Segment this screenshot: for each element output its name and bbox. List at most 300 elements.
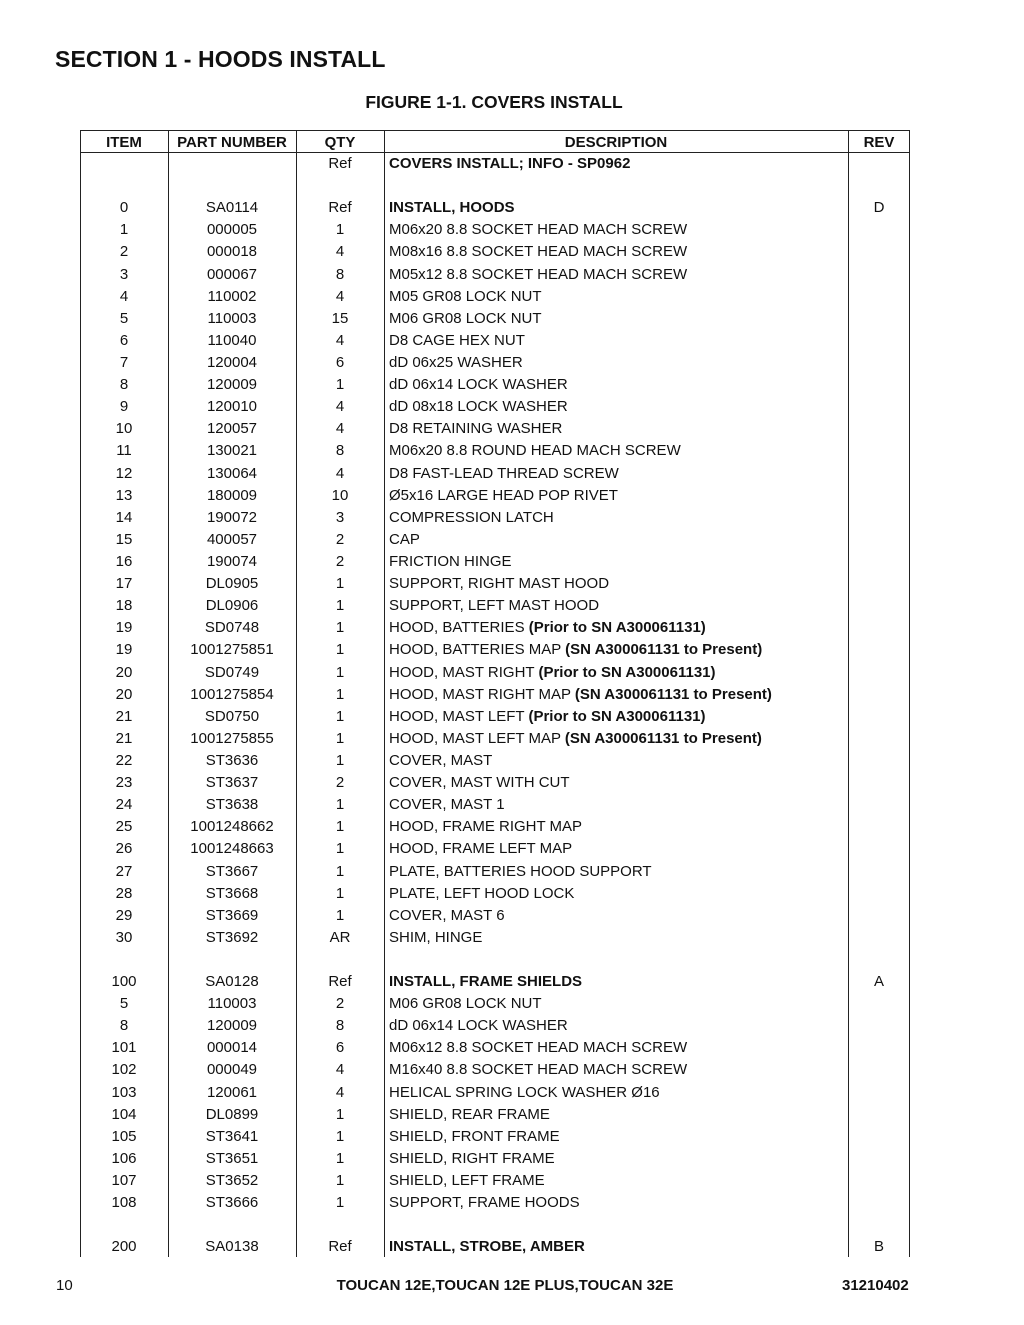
qty-cell: 1 xyxy=(335,597,345,615)
item-cell: 103 xyxy=(111,1083,137,1101)
table-row xyxy=(80,1148,910,1170)
description-cell xyxy=(389,706,844,728)
serial-note: (SN A300061131 to Present) xyxy=(574,685,772,703)
description-cell xyxy=(389,219,844,241)
header-description: DESCRIPTION xyxy=(564,134,668,151)
qty-cell: 4 xyxy=(335,1083,345,1101)
part-number-cell: 400057 xyxy=(206,530,258,548)
item-cell: 21 xyxy=(115,707,133,725)
rev-cell: B xyxy=(873,1238,884,1256)
item-cell: 102 xyxy=(111,1061,137,1079)
description-cell xyxy=(389,750,844,772)
description-cell xyxy=(389,463,844,485)
rev-cell: A xyxy=(873,973,884,991)
table-row xyxy=(80,241,910,263)
description-cell xyxy=(389,1236,844,1258)
part-number-cell: 190072 xyxy=(206,508,258,526)
item-cell: 9 xyxy=(119,398,129,416)
description-text: M06x12 8.8 SOCKET HEAD MACH SCREW xyxy=(389,1039,688,1057)
description-cell xyxy=(389,861,844,883)
description-text: M06 GR08 LOCK NUT xyxy=(389,309,542,327)
part-number-cell: ST3638 xyxy=(205,796,259,814)
header-qty: QTY xyxy=(324,134,356,151)
table-row xyxy=(80,750,910,772)
description-text: SHIELD, FRONT FRAME xyxy=(389,1127,560,1145)
table-row xyxy=(80,794,910,816)
item-cell: 15 xyxy=(115,530,133,548)
rev-cell: D xyxy=(873,199,885,217)
table-row xyxy=(80,418,910,440)
qty-cell: 4 xyxy=(335,287,345,305)
table-row xyxy=(80,529,910,551)
description-text: dD 06x14 LOCK WASHER xyxy=(389,1017,568,1035)
description-text: HOOD, MAST RIGHT MAP xyxy=(389,685,575,703)
table-row xyxy=(80,440,910,462)
item-cell: 12 xyxy=(115,464,133,482)
part-number-cell: SA0138 xyxy=(205,1238,259,1256)
qty-cell: 2 xyxy=(335,774,345,792)
part-number-cell: 110003 xyxy=(207,309,257,327)
table-row xyxy=(80,1170,910,1192)
item-cell: 25 xyxy=(115,818,133,836)
qty-cell: 1 xyxy=(335,685,345,703)
item-cell: 2 xyxy=(119,243,129,261)
part-number-cell: 120009 xyxy=(206,376,258,394)
table-row xyxy=(80,1059,910,1081)
table-row xyxy=(80,728,910,750)
description-cell xyxy=(389,1104,844,1126)
page-number: 10 xyxy=(56,1277,73,1294)
figure-title: FIGURE 1-1. COVERS INSTALL xyxy=(365,92,623,112)
part-number-cell: 120057 xyxy=(206,420,258,438)
description-text: SHIELD, REAR FRAME xyxy=(389,1105,550,1123)
description-text: SHIELD, LEFT FRAME xyxy=(389,1172,545,1190)
item-cell: 11 xyxy=(116,442,132,460)
item-cell: 4 xyxy=(119,287,129,305)
table-row xyxy=(80,463,910,485)
part-number-cell: 1001275851 xyxy=(190,641,274,659)
description-cell xyxy=(389,440,844,462)
table-row xyxy=(80,1192,910,1214)
qty-cell: 1 xyxy=(335,1127,345,1145)
description-cell xyxy=(389,993,844,1015)
item-cell: 7 xyxy=(119,353,129,371)
item-cell: 20 xyxy=(115,663,133,681)
description-cell xyxy=(389,617,844,639)
table-row xyxy=(80,1037,910,1059)
description-cell xyxy=(389,1082,844,1104)
item-cell: 200 xyxy=(111,1238,137,1256)
description-text: HOOD, FRAME LEFT MAP xyxy=(389,840,573,858)
item-cell: 28 xyxy=(115,884,133,902)
qty-cell: 1 xyxy=(335,575,345,593)
part-number-cell: ST3666 xyxy=(205,1194,259,1212)
table-row xyxy=(80,1126,910,1148)
part-number-cell: DL0905 xyxy=(205,575,259,593)
description-cell xyxy=(389,485,844,507)
description-cell xyxy=(389,551,844,573)
description-text: HELICAL SPRING LOCK WASHER Ø16 xyxy=(389,1083,660,1101)
table-row xyxy=(80,1104,910,1126)
qty-cell: 8 xyxy=(335,265,345,283)
description-cell xyxy=(389,971,844,993)
description-text: dD 08x18 LOCK WASHER xyxy=(389,398,568,416)
table-row xyxy=(80,551,910,573)
part-number-cell: ST3637 xyxy=(205,774,259,792)
table-row xyxy=(80,485,910,507)
item-cell: 19 xyxy=(115,641,133,659)
qty-cell: 1 xyxy=(335,376,345,394)
serial-note: (Prior to SN A300061131) xyxy=(528,619,706,637)
item-cell: 19 xyxy=(115,619,133,637)
qty-cell: Ref xyxy=(328,1238,352,1256)
description-cell xyxy=(389,241,844,263)
qty-cell: 4 xyxy=(335,1061,345,1079)
qty-cell: 1 xyxy=(335,707,345,725)
description-cell xyxy=(389,418,844,440)
description-text: FRICTION HINGE xyxy=(389,552,512,570)
description-cell xyxy=(389,883,844,905)
description-cell xyxy=(389,639,844,661)
table-row xyxy=(80,883,910,905)
qty-cell: 1 xyxy=(335,1194,345,1212)
table-row xyxy=(80,595,910,617)
description-text: INSTALL, STROBE, AMBER xyxy=(389,1238,585,1256)
qty-cell: Ref xyxy=(328,973,352,991)
part-number-cell: 110003 xyxy=(207,995,257,1013)
qty-cell: 1 xyxy=(335,906,345,924)
description-text: SUPPORT, FRAME HOODS xyxy=(389,1194,580,1212)
item-cell: 106 xyxy=(111,1149,137,1167)
item-cell: 101 xyxy=(111,1039,137,1057)
qty-cell: 1 xyxy=(335,884,345,902)
part-number-cell: ST3652 xyxy=(205,1172,259,1190)
description-text: HOOD, FRAME RIGHT MAP xyxy=(389,818,583,836)
part-number-cell: 120010 xyxy=(206,398,258,416)
table-row xyxy=(80,1236,910,1258)
description-text: SUPPORT, RIGHT MAST HOOD xyxy=(389,575,610,593)
description-text: HOOD, BATTERIES MAP xyxy=(389,641,566,659)
description-cell xyxy=(389,1192,844,1214)
item-cell: 30 xyxy=(115,928,133,946)
section-title: SECTION 1 - HOODS INSTALL xyxy=(55,46,386,72)
part-number-cell: 130064 xyxy=(206,464,258,482)
table-row xyxy=(80,617,910,639)
item-cell: 16 xyxy=(115,552,133,570)
qty-cell: 1 xyxy=(335,1149,345,1167)
part-number-cell: 000005 xyxy=(206,221,258,239)
description-text: M08x16 8.8 SOCKET HEAD MACH SCREW xyxy=(389,243,688,261)
serial-note: (SN A300061131 to Present) xyxy=(565,641,763,659)
part-number-cell: 180009 xyxy=(206,486,258,504)
part-number-cell: SD0750 xyxy=(204,707,260,725)
part-number-cell: ST3651 xyxy=(205,1149,259,1167)
qty-cell: 4 xyxy=(335,398,345,416)
qty-cell: 1 xyxy=(335,796,345,814)
footer-models: TOUCAN 12E,TOUCAN 12E PLUS,TOUCAN 32E xyxy=(336,1277,674,1294)
part-number-cell: DL0906 xyxy=(205,597,259,615)
description-text: COVERS INSTALL; INFO - SP0962 xyxy=(389,155,631,172)
item-cell: 27 xyxy=(115,862,133,880)
description-text: COVER, MAST 6 xyxy=(389,906,505,924)
description-text: PLATE, BATTERIES HOOD SUPPORT xyxy=(389,862,652,880)
part-number-cell: 120061 xyxy=(206,1083,258,1101)
item-cell: 23 xyxy=(115,774,133,792)
description-text: M06 GR08 LOCK NUT xyxy=(389,995,542,1013)
qty-cell: 1 xyxy=(335,840,345,858)
description-cell xyxy=(389,816,844,838)
part-number-cell: SA0114 xyxy=(205,199,259,217)
table-row xyxy=(80,816,910,838)
description-cell xyxy=(389,352,844,374)
part-number-cell: ST3668 xyxy=(205,884,259,902)
qty-cell: 1 xyxy=(335,641,345,659)
description-text: COVER, MAST WITH CUT xyxy=(389,774,570,792)
part-number-cell: 1001248662 xyxy=(190,818,274,836)
qty-cell: 1 xyxy=(335,818,345,836)
item-cell: 13 xyxy=(115,486,133,504)
spacer-row xyxy=(80,949,910,971)
part-number-cell: 000049 xyxy=(206,1061,258,1079)
qty-cell: 4 xyxy=(335,331,345,349)
table-row xyxy=(80,264,910,286)
description-cell xyxy=(389,728,844,750)
item-cell: 10 xyxy=(115,420,133,438)
description-text: HOOD, MAST LEFT xyxy=(389,707,529,725)
description-cell xyxy=(389,330,844,352)
description-text: dD 06x25 WASHER xyxy=(389,353,523,371)
spacer-row xyxy=(80,175,910,197)
description-cell xyxy=(389,927,844,949)
description-cell xyxy=(389,595,844,617)
description-text: M06x20 8.8 SOCKET HEAD MACH SCREW xyxy=(389,221,688,239)
part-number-cell: 110002 xyxy=(207,287,257,305)
table-row xyxy=(80,1015,910,1037)
table-row xyxy=(80,1082,910,1104)
item-cell: 20 xyxy=(115,685,133,703)
table-row xyxy=(80,330,910,352)
description-text: D8 FAST-LEAD THREAD SCREW xyxy=(389,464,619,482)
serial-note: (SN A300061131 to Present) xyxy=(564,729,762,747)
serial-note: (Prior to SN A300061131) xyxy=(528,707,706,725)
description-text: M06x20 8.8 ROUND HEAD MACH SCREW xyxy=(389,442,681,460)
table-row xyxy=(80,352,910,374)
table-row xyxy=(80,639,910,661)
part-number-cell: 120004 xyxy=(206,353,258,371)
item-cell: 0 xyxy=(119,199,129,217)
description-text: INSTALL, FRAME SHIELDS xyxy=(389,973,583,991)
table-row xyxy=(80,197,910,219)
table-header xyxy=(80,130,910,152)
parts-table xyxy=(80,130,910,1257)
description-text: HOOD, BATTERIES xyxy=(389,619,529,637)
description-cell xyxy=(389,374,844,396)
description-cell xyxy=(389,1148,844,1170)
description-cell xyxy=(389,772,844,794)
table-row xyxy=(80,396,910,418)
description-text: COMPRESSION LATCH xyxy=(389,508,554,526)
description-cell xyxy=(389,286,844,308)
table-row xyxy=(80,286,910,308)
description-cell xyxy=(389,308,844,330)
item-cell: 22 xyxy=(115,751,133,769)
header-item: ITEM xyxy=(106,134,142,151)
qty-cell: 3 xyxy=(335,508,345,526)
part-number-cell: SA0128 xyxy=(205,973,259,991)
qty-cell: Ref xyxy=(328,155,352,172)
qty-cell: Ref xyxy=(328,199,352,217)
qty-cell: 1 xyxy=(335,1105,345,1123)
part-number-cell: 110040 xyxy=(207,331,257,349)
description-cell xyxy=(389,1126,844,1148)
part-number-cell: ST3641 xyxy=(205,1127,259,1145)
qty-cell: 1 xyxy=(335,619,345,637)
serial-note: (Prior to SN A300061131) xyxy=(538,663,716,681)
item-cell: 1 xyxy=(119,221,129,239)
item-cell: 8 xyxy=(119,1017,129,1035)
item-cell: 5 xyxy=(119,995,129,1013)
description-text: COVER, MAST xyxy=(389,751,493,769)
table-row xyxy=(80,861,910,883)
description-text: COVER, MAST 1 xyxy=(389,796,505,814)
item-cell: 21 xyxy=(115,729,133,747)
part-number-cell: 1001275854 xyxy=(190,685,274,703)
description-text: PLATE, LEFT HOOD LOCK xyxy=(389,884,575,902)
header-rev: REV xyxy=(863,134,895,151)
description-text: D8 RETAINING WASHER xyxy=(389,420,563,438)
description-cell xyxy=(389,1037,844,1059)
qty-cell: 2 xyxy=(335,552,345,570)
part-number-cell: 1001248663 xyxy=(190,840,274,858)
qty-cell: 1 xyxy=(335,751,345,769)
item-cell: 6 xyxy=(119,331,129,349)
qty-cell: 4 xyxy=(335,420,345,438)
description-text: M05 GR08 LOCK NUT xyxy=(389,287,542,305)
item-cell: 17 xyxy=(115,575,133,593)
doc-number: 31210402 xyxy=(842,1277,909,1294)
part-number-cell: ST3636 xyxy=(205,751,259,769)
description-cell xyxy=(389,529,844,551)
table-row xyxy=(80,971,910,993)
description-text: SHIELD, RIGHT FRAME xyxy=(389,1149,555,1167)
part-number-cell: 000014 xyxy=(206,1039,258,1057)
item-cell: 107 xyxy=(111,1172,137,1190)
item-cell: 108 xyxy=(111,1194,137,1212)
part-number-cell: 1001275855 xyxy=(190,729,274,747)
description-cell xyxy=(389,838,844,860)
qty-cell: 4 xyxy=(335,243,345,261)
part-number-cell: ST3669 xyxy=(205,906,259,924)
table-row xyxy=(80,507,910,529)
description-cell xyxy=(389,684,844,706)
description-text: SHIM, HINGE xyxy=(389,928,483,946)
table-row xyxy=(80,772,910,794)
item-cell: 105 xyxy=(111,1127,137,1145)
item-cell: 14 xyxy=(115,508,133,526)
table-row xyxy=(80,662,910,684)
description-text: Ø5x16 LARGE HEAD POP RIVET xyxy=(389,486,618,504)
description-cell xyxy=(389,1015,844,1037)
part-number-cell: ST3692 xyxy=(205,928,259,946)
header-part-number: PART NUMBER xyxy=(177,134,287,151)
item-cell: 18 xyxy=(115,597,133,615)
part-number-cell: ST3667 xyxy=(205,862,259,880)
part-number-cell: SD0749 xyxy=(204,663,260,681)
description-text: M05x12 8.8 SOCKET HEAD MACH SCREW xyxy=(389,265,688,283)
item-cell: 29 xyxy=(115,906,133,924)
item-cell: 100 xyxy=(111,973,137,991)
qty-cell: 1 xyxy=(335,221,345,239)
item-cell: 26 xyxy=(115,840,133,858)
description-cell xyxy=(389,264,844,286)
qty-cell: 2 xyxy=(335,995,345,1013)
table-row xyxy=(80,374,910,396)
description-text: dD 06x14 LOCK WASHER xyxy=(389,376,568,394)
description-cell xyxy=(389,662,844,684)
description-text: M16x40 8.8 SOCKET HEAD MACH SCREW xyxy=(389,1061,688,1079)
table-row xyxy=(80,219,910,241)
description-cell xyxy=(389,794,844,816)
qty-cell: 10 xyxy=(331,486,349,504)
table-row xyxy=(80,153,910,175)
item-cell: 5 xyxy=(119,309,129,327)
spacer-row xyxy=(80,1214,910,1236)
description-cell xyxy=(389,396,844,418)
description-text: SUPPORT, LEFT MAST HOOD xyxy=(389,597,600,615)
qty-cell: 8 xyxy=(335,1017,345,1035)
description-cell xyxy=(389,905,844,927)
description-text: CAP xyxy=(389,530,420,548)
table-row xyxy=(80,905,910,927)
qty-cell: 15 xyxy=(331,309,349,327)
part-number-cell: 130021 xyxy=(206,442,258,460)
description-cell xyxy=(389,197,844,219)
part-number-cell: SD0748 xyxy=(204,619,260,637)
table-row xyxy=(80,993,910,1015)
qty-cell: 1 xyxy=(335,1172,345,1190)
part-number-cell: 120009 xyxy=(206,1017,258,1035)
table-row xyxy=(80,838,910,860)
description-cell xyxy=(389,153,844,175)
item-cell: 24 xyxy=(115,796,133,814)
qty-cell: 8 xyxy=(335,442,345,460)
table-row xyxy=(80,684,910,706)
table-row xyxy=(80,706,910,728)
qty-cell: 6 xyxy=(335,353,345,371)
part-number-cell: 000018 xyxy=(206,243,258,261)
qty-cell: 6 xyxy=(335,1039,345,1057)
table-body xyxy=(80,153,910,1258)
qty-cell: AR xyxy=(329,928,351,946)
qty-cell: 1 xyxy=(335,862,345,880)
description-cell xyxy=(389,1170,844,1192)
description-text: D8 CAGE HEX NUT xyxy=(389,331,525,349)
description-text: HOOD, MAST RIGHT xyxy=(389,663,539,681)
description-text: INSTALL, HOODS xyxy=(389,199,515,217)
table-row xyxy=(80,927,910,949)
part-number-cell: 000067 xyxy=(206,265,258,283)
qty-cell: 1 xyxy=(335,663,345,681)
qty-cell: 2 xyxy=(335,530,345,548)
description-cell xyxy=(389,1059,844,1081)
table-row xyxy=(80,573,910,595)
description-text: HOOD, MAST LEFT MAP xyxy=(389,729,565,747)
item-cell: 104 xyxy=(111,1105,137,1123)
description-cell xyxy=(389,507,844,529)
description-cell xyxy=(389,573,844,595)
part-number-cell: DL0899 xyxy=(205,1105,259,1123)
item-cell: 8 xyxy=(119,376,129,394)
